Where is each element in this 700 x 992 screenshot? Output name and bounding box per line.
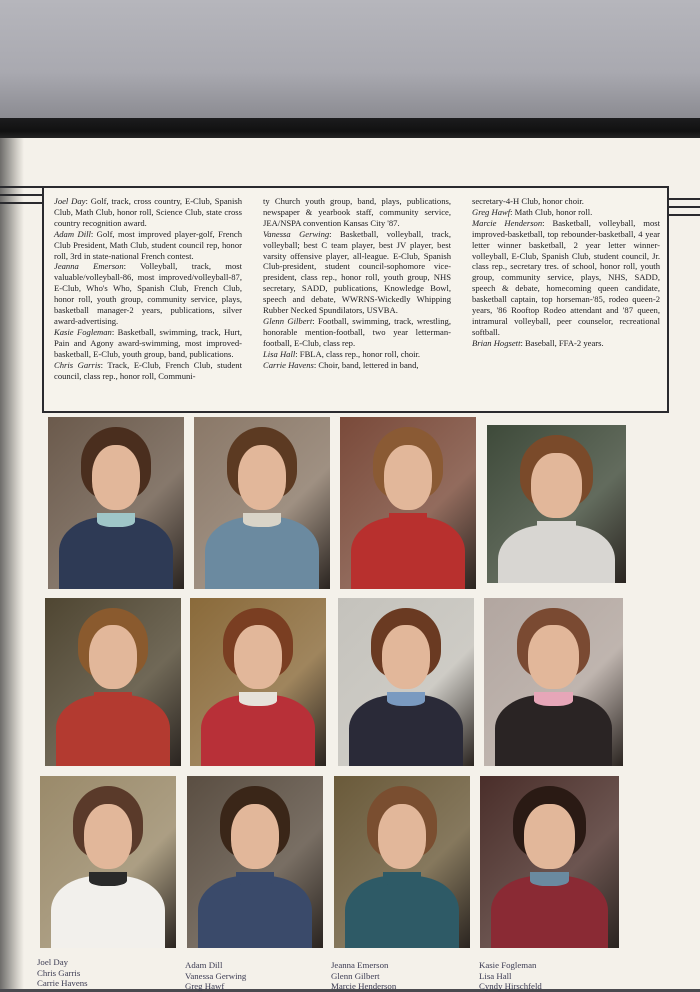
student-portrait — [45, 598, 181, 766]
activity-list: : Football, swimming, track, wrestling, honorable mention-football, two year letterman-football, E-Club, class rep. — [263, 315, 451, 348]
caption-name: Lisa Hall — [479, 970, 512, 981]
activity-list: : Golf, most improved player-golf, French Club President, Math Club, student council rep, honor roll, 3rd in state-national French contest. — [54, 228, 242, 261]
caption-name: Chris Garris — [37, 967, 81, 978]
activity-list: secretary-4-H Club, honor choir. — [472, 196, 584, 206]
caption-name: Cyndy Hirschfeld — [479, 981, 542, 991]
portrait-caption — [185, 960, 315, 992]
activity-list: ty Church youth group, band, plays, publications, newspaper & yearbook staff, community service, JEA/NSPA convention Kansas City '87. — [263, 196, 451, 228]
student-portrait — [194, 417, 330, 589]
student-name: Glenn Gilbert — [263, 315, 313, 326]
biography-entry — [54, 229, 242, 262]
scanner-edge — [0, 118, 700, 140]
caption-name: Glenn Gilbert — [331, 970, 380, 981]
student-portrait — [487, 425, 626, 583]
activity-list: : FBLA, class rep., honor roll, choir. — [295, 348, 421, 359]
student-name: Carrie Havens — [263, 359, 314, 370]
left-decor-rule — [0, 202, 44, 204]
biography-entry — [263, 360, 451, 371]
biography-entry — [263, 316, 451, 349]
student-portrait — [340, 417, 476, 589]
student-name: Jeanna Emerson — [54, 261, 124, 272]
student-name: Brian Hogsett — [472, 337, 521, 348]
biography-entry — [54, 327, 242, 360]
biography-column-1 — [54, 196, 242, 381]
biography-entry — [263, 349, 451, 360]
activity-list: : Baseball, FFA-2 years. — [520, 337, 604, 348]
student-name: Joel Day — [54, 196, 86, 206]
caption-name: Greg Hawf — [185, 981, 225, 991]
student-portrait — [480, 776, 619, 948]
student-portrait — [338, 598, 474, 766]
scanner-background — [0, 0, 700, 120]
student-name: Kasie Fogleman — [54, 326, 112, 337]
biography-column-3 — [472, 196, 660, 349]
activity-list: : Math Club, honor roll. — [510, 206, 593, 217]
biography-entry — [472, 338, 660, 349]
right-decor-rule — [668, 198, 700, 200]
caption-name: Adam Dill — [185, 960, 223, 970]
caption-name: Marcie Henderson — [331, 981, 397, 991]
page-binding-shadow — [0, 138, 24, 989]
caption-name: Jeanna Emerson — [331, 960, 389, 970]
student-portrait — [334, 776, 470, 948]
right-decor-rule — [668, 214, 700, 216]
caption-name: Joel Day — [37, 957, 69, 967]
activity-list: : Volleyball, track, most valuable/volleyball-86, most improved/volleyball-87, E-Club, Who's Who, Spanish Club, French Club, honor roll, youth group, community service, plays, basketball manager-2 years, publications, silver award-advertising. — [54, 261, 242, 326]
student-name: Marcie Henderson — [472, 217, 543, 228]
biography-box — [42, 186, 669, 413]
activity-list: : Basketball, volleyball, track, volleyball; best C team player, best JV player, best varsity offensive player, all-league. E-Club, Spanish Club-president, student council-sophomore vice-president, class rep., honor roll, youth group, NHS secretary, SADD, publications, Knowledge Bowl, speech and debate, WWRNS-Wickedly Whipping Rubber Necked Spundilators, USVBA. — [263, 228, 451, 316]
biography-entry — [263, 196, 451, 229]
left-decor-rule — [0, 194, 44, 196]
portrait-caption — [331, 960, 461, 992]
portrait-caption — [37, 957, 167, 989]
left-decor-rule — [0, 186, 44, 188]
activity-list: : Basketball, swimming, track, Hurt, Pain and Agony award-swimming, most improved-basketball, E-Club, youth group, band, publications. — [54, 326, 242, 359]
activity-list: : Golf, track, cross country, E-Club, Spanish Club, Math Club, honor roll, Science Club, state cross country recognition award. — [54, 196, 242, 228]
portrait-caption — [479, 960, 609, 992]
student-portrait — [40, 776, 176, 948]
caption-name: Kasie Fogleman — [479, 960, 537, 970]
student-name: Adam Dill — [54, 228, 91, 239]
activity-list: : Basketball, volleyball, most improved-basketball, top rebounder-basketball, 4 year letter winner basketball, 2 year letter winner-volleyball, E-Club, Spanish Club, student council, Jr. class rep., secretary tres. of school, honor roll, youth group, community service, plays, NHS, SADD, speech & debate, homecoming queen candidate, basketball captain, top horseman-'85, rodeo queen-2 years, '86 Rooftop Rodeo attendant and '87 queen, intramural volleyball, peer counselor, recreational softball. — [472, 217, 660, 337]
caption-name: Vanessa Gerwing — [185, 970, 247, 981]
student-portrait — [48, 417, 184, 589]
activity-list: : Choir, band, lettered in band, — [313, 359, 419, 370]
biography-column-2 — [263, 196, 451, 371]
biography-entry — [54, 196, 242, 229]
biography-entry — [54, 261, 242, 326]
biography-entry — [263, 229, 451, 316]
student-portrait — [187, 776, 323, 948]
biography-entry — [54, 360, 242, 382]
student-name: Greg Hawf — [472, 206, 511, 217]
biography-entry — [472, 218, 660, 338]
student-name: Lisa Hall — [263, 348, 296, 359]
caption-name: Carrie Havens — [37, 978, 88, 988]
student-portrait — [190, 598, 326, 766]
biography-entry — [472, 196, 660, 207]
biography-entry — [472, 207, 660, 218]
student-portrait — [484, 598, 623, 766]
student-name: Chris Garris — [54, 359, 101, 370]
right-decor-rule — [668, 206, 700, 208]
student-name: Vanessa Gerwing — [263, 228, 330, 239]
activity-list: : Track, E-Club, French Club, student council, class rep., honor roll, Communi- — [54, 359, 242, 381]
